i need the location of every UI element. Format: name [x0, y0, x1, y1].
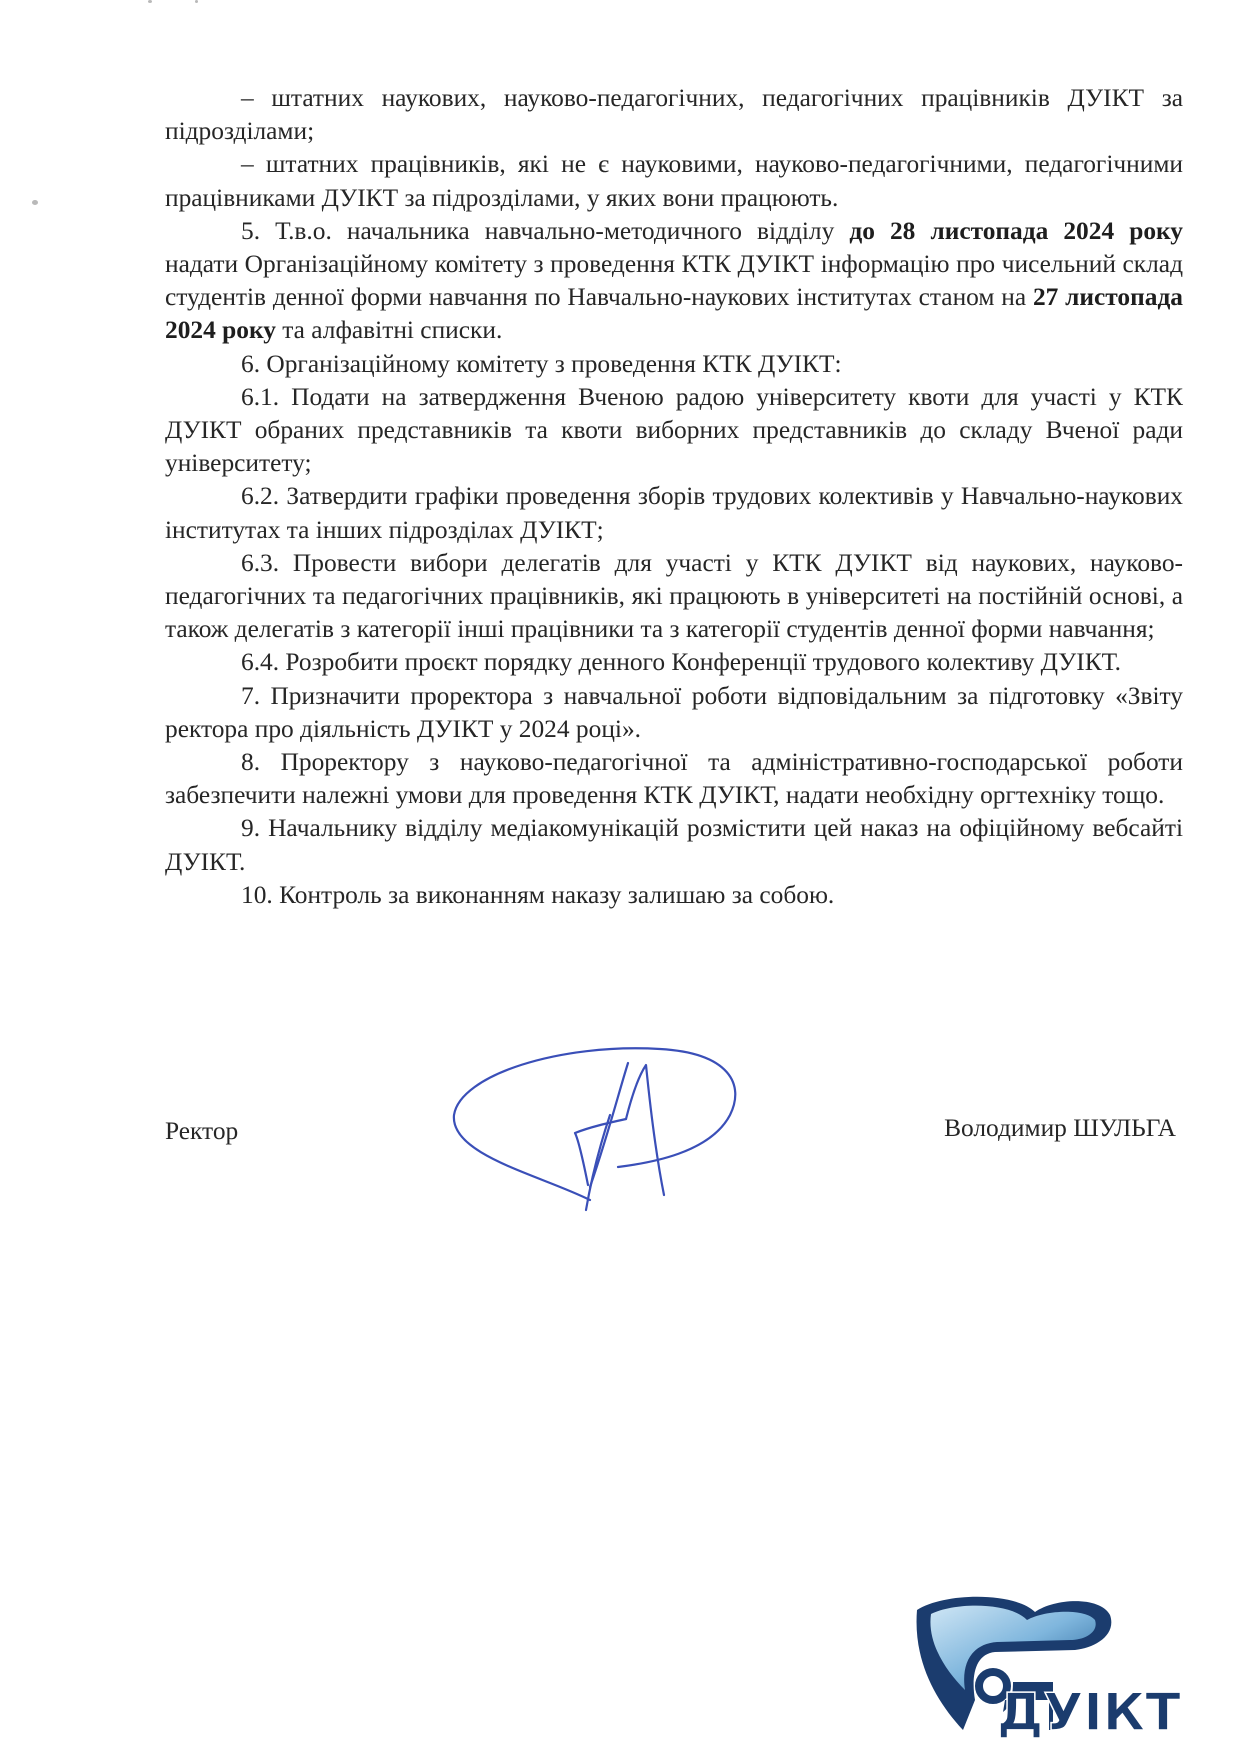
item5-part-e: та алфавітні списки. — [275, 316, 503, 345]
dash-item-other-staff: – штатних працівників, які не є науковими, науково-педагогічними, педагогічними працівниками ДУІКТ за підрозділами, у яких вони працюють. — [165, 150, 1183, 212]
handwritten-signature — [440, 1035, 760, 1215]
order-item-8: 8. Проректору з науково-педагогічної та адміністративно-господарської роботи забезпечити належні умови для проведення КТК ДУІКТ, надати необхідну оргтехніку тощо. — [165, 748, 1183, 810]
order-item-9: 9. Начальнику відділу медіакомунікацій розмістити цей наказ на офіційному вебсайті ДУІКТ. — [165, 814, 1183, 876]
item5-part-a: 5. Т.в.о. начальника навчально-методичного відділу — [241, 216, 850, 245]
order-body — [165, 82, 1183, 912]
scan-speck — [148, 0, 152, 3]
item5-part-c: надати Організаційному комітету з проведення КТК ДУІКТ інформацію про чисельний склад студентів денної форми навчання по Навчально-наукових інститутах станом на — [165, 250, 1183, 312]
order-item-6: 6. Організаційному комітету з проведення КТК ДУІКТ: — [241, 349, 842, 378]
order-item-10: 10. Контроль за виконанням наказу залишаю за собою. — [241, 880, 835, 909]
order-item-6-1: 6.1. Подати на затвердження Вченою радою університету квоти для участі у КТК ДУІКТ обраних представників та квоти виборних представників до складу Вченої ради університету; — [165, 382, 1183, 478]
order-item-6-4: 6.4. Розробити проєкт порядку денного Конференції трудового колективу ДУІКТ. — [241, 648, 1121, 677]
order-item-6-3: 6.3. Провести вибори делегатів для участі у КТК ДУІКТ від наукових, науково-педагогічних та педагогічних працівників, які працюють в університеті на постійній основі, а також делегатів з категорії інші працівники та з категорії студентів денної форми навчання; — [165, 548, 1183, 644]
order-item-5 — [165, 215, 1183, 348]
order-item-6-2: 6.2. Затвердити графіки проведення зборів трудових колективів у Навчально-наукових інститутах та інших підрозділах ДУІКТ; — [165, 482, 1183, 544]
dash-item-scientific-staff: – штатних наукових, науково-педагогічних, педагогічних працівників ДУІКТ за підрозділами; — [165, 84, 1183, 146]
scan-speck — [195, 0, 198, 3]
duikt-logo — [905, 1590, 1215, 1740]
order-item-7: 7. Призначити проректора з навчальної роботи відповідальним за підготовку «Звіту ректора про діяльність ДУІКТ у 2024 році». — [165, 681, 1183, 743]
scan-speck — [32, 200, 38, 205]
item5-status-date: 27 листопада 2024 року — [165, 283, 1183, 345]
signer-name: Володимир ШУЛЬГА — [944, 1114, 1176, 1142]
logo-wordmark: ДУІКТ — [997, 1683, 1181, 1740]
signer-role: Ректор — [165, 1117, 239, 1145]
item5-deadline: до 28 листопада 2024 року — [849, 216, 1183, 245]
